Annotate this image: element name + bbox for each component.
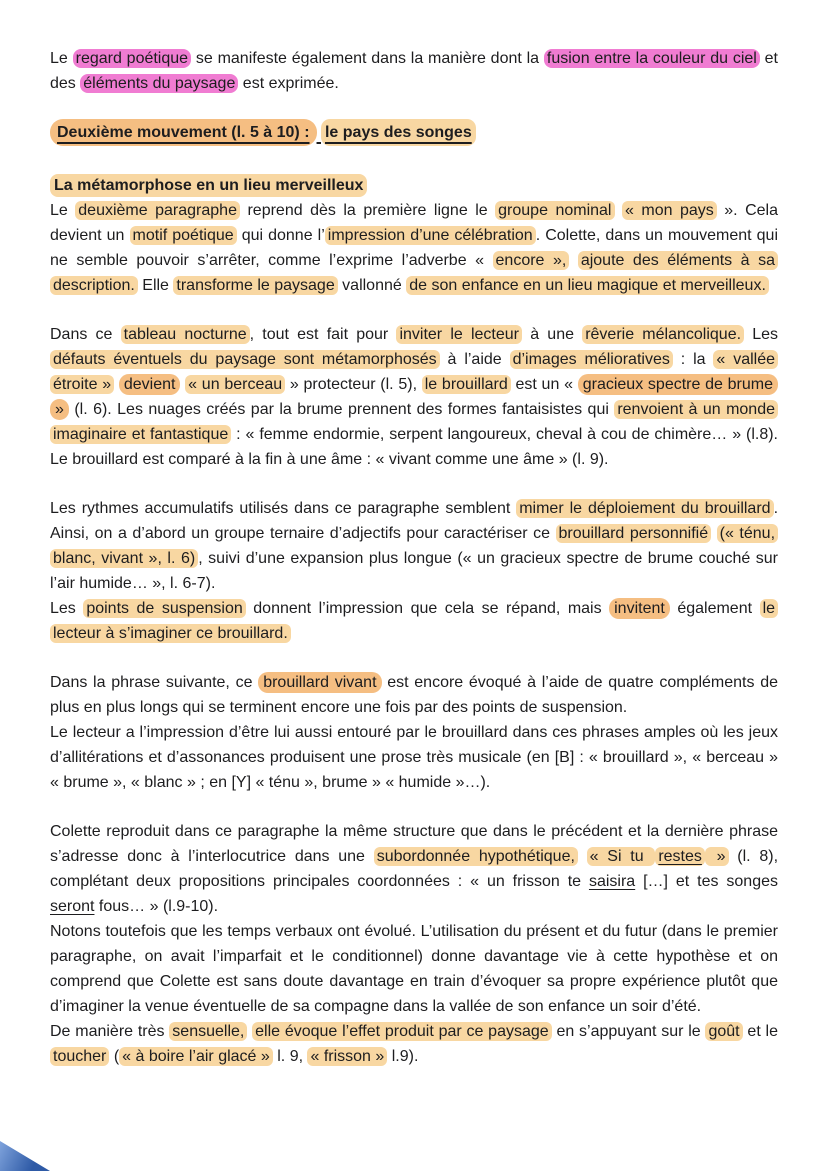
- highlight-orange: impression d’une célébration: [325, 226, 536, 245]
- text-segment: saisira: [588, 873, 636, 890]
- highlight-orange-strong: Deuxième mouvement (l. 5 à 10) :: [50, 119, 317, 146]
- highlight-orange: inviter le lecteur: [396, 325, 522, 344]
- highlight-orange: le lecteur à s’imaginer ce brouillard.: [50, 599, 778, 643]
- highlight-orange: goût: [705, 1022, 742, 1041]
- text-segment: en s’appuyant sur le: [551, 1023, 706, 1040]
- paragraph: [50, 819, 778, 919]
- paragraph: [50, 322, 778, 472]
- highlight-orange: transforme le paysage: [173, 276, 337, 295]
- highlight-orange: toucher: [50, 1047, 109, 1066]
- text-segment: [569, 252, 578, 269]
- highlight-orange: « mon pays: [622, 201, 717, 220]
- highlight-orange: renvoient à un monde imaginaire et fantastique: [50, 400, 778, 444]
- text-segment: Les rythmes accumulatifs utilisés dans ce paragraphe semblent: [50, 500, 517, 517]
- text-segment: fous… » (l.9-10).: [94, 898, 219, 915]
- text-segment: reprend dès la première ligne le: [239, 202, 496, 219]
- highlight-pink: fusion entre la couleur du ciel: [544, 49, 760, 68]
- highlight-orange: défauts éventuels du paysage sont métamorphosés: [50, 350, 440, 369]
- paragraph: [50, 46, 778, 96]
- highlight-orange: points de suspension: [83, 599, 245, 618]
- text-segment: vallonné: [337, 277, 407, 294]
- text-segment: [711, 525, 717, 542]
- highlight-orange-strong: gracieux spectre de brume »: [50, 374, 778, 420]
- text-segment: Elle: [137, 277, 174, 294]
- text-segment: à l’aide: [439, 351, 510, 368]
- highlight-orange: « Si tu: [587, 847, 656, 866]
- text-segment: . Ainsi, on a d’abord un groupe ternaire d’adjectifs pour caractériser ce: [50, 500, 779, 542]
- highlight-orange: brouillard personnifié: [556, 524, 712, 543]
- text-segment: » protecteur (l. 5),: [285, 376, 422, 393]
- text-segment: est exprimée.: [238, 75, 339, 92]
- text-segment: également: [669, 600, 760, 617]
- text-segment: . Colette, dans un mouvement qui ne semble pouvoir s’arrêter, comme l’exprime l’adverbe «: [50, 227, 779, 269]
- highlight-orange: le brouillard: [422, 375, 511, 394]
- highlight-pink: regard poétique: [73, 49, 191, 68]
- text-segment: l. 9,: [272, 1048, 308, 1065]
- highlight-orange: « frisson »: [307, 1047, 387, 1066]
- text-segment: et des: [50, 50, 778, 92]
- highlight-orange: restes: [655, 847, 705, 866]
- highlight-orange: « vallée étroite »: [50, 350, 778, 394]
- text-segment: se manifeste également dans la manière dont la: [191, 50, 544, 67]
- highlight-orange: encore »,: [493, 251, 570, 270]
- highlight-orange: mimer le déploiement du brouillard: [516, 499, 773, 518]
- text-segment: Les: [744, 326, 779, 343]
- text-segment: [578, 848, 587, 865]
- highlight-orange: ajoute des éléments à sa description.: [50, 251, 778, 295]
- highlight-orange: subordonnée hypothétique,: [374, 847, 578, 866]
- highlight-orange: deuxième paragraphe: [75, 201, 240, 220]
- highlight-orange: »: [705, 847, 729, 866]
- text-segment: : « femme endormie, serpent langoureux, cheval à cou de chimère… » (l.8). Le brouillard est comparé à la fin à une âme : « vivant comme une âme » (l. 9).: [50, 426, 779, 468]
- text-segment: (: [109, 1048, 120, 1065]
- highlight-orange-strong: devient: [119, 374, 181, 395]
- document-content: [50, 46, 778, 1069]
- sub-heading: [50, 173, 778, 198]
- text-segment: Les: [50, 600, 84, 617]
- text-segment: Colette reproduit dans ce paragraphe la même structure que dans le précédent et la dernière phrase s’adresse donc à l’interlocutrice dans une: [50, 823, 778, 865]
- text-segment: (l. 6). Les nuages créés par la brume prennent des formes fantaisistes qui: [68, 401, 615, 418]
- highlight-orange: rêverie mélancolique.: [582, 325, 744, 344]
- highlight-orange: La métamorphose en un lieu merveilleux: [50, 174, 367, 197]
- paragraph: [50, 720, 778, 795]
- text-segment: est un «: [510, 376, 578, 393]
- text-segment: Le: [50, 202, 76, 219]
- paragraph: [50, 198, 778, 298]
- text-segment: ». Cela devient un: [50, 202, 778, 244]
- paragraph: [50, 1019, 778, 1069]
- text-segment: De manière très: [50, 1023, 170, 1040]
- highlight-orange-strong: brouillard vivant: [258, 672, 381, 693]
- text-segment: : la: [672, 351, 714, 368]
- highlight-orange: « un berceau: [185, 375, 285, 394]
- highlight-orange: le pays des songes: [321, 119, 476, 146]
- text-segment: donnent l’impression que cela se répand, mais: [245, 600, 610, 617]
- paragraph: [50, 670, 778, 720]
- text-segment: est encore évoqué à l’aide de quatre compléments de plus en plus longs qui se terminent encore une fois par des points de suspension.: [50, 674, 779, 716]
- text-segment: , tout est fait pour: [249, 326, 397, 343]
- text-segment: Notons toutefois que les temps verbaux ont évolué. L’utilisation du présent et du futur (dans le premier paragraphe, on avait l’imparfait et le conditionnel) donne davantage vie à cette hypothèse et on comprend que Colette est sans doute davantage en train d’évoquer sa propre expérience plutôt que d’imaginer la venue éventuelle de sa compagne dans la vallée de son enfance un soir d’été.: [50, 923, 778, 1015]
- text-segment: (l. 8), complétant deux propositions principales coordonnées : « un frisson te: [50, 848, 779, 890]
- highlight-orange: sensuelle,: [169, 1022, 247, 1041]
- text-segment: seront: [50, 898, 95, 915]
- paragraph: [50, 596, 778, 646]
- page-corner-curl[interactable]: [0, 1141, 50, 1171]
- highlight-pink: éléments du paysage: [80, 74, 238, 93]
- text-segment: et le: [742, 1023, 778, 1040]
- highlight-orange: elle évoque l’effet produit par ce paysage: [252, 1022, 552, 1041]
- highlight-orange: « à boire l’air glacé »: [119, 1047, 273, 1066]
- text-segment: [615, 202, 622, 219]
- highlight-orange-strong: invitent: [609, 598, 670, 619]
- text-segment: à une: [522, 326, 583, 343]
- text-segment: qui donne l’: [236, 227, 325, 244]
- text-segment: l.9).: [387, 1048, 419, 1065]
- highlight-orange: (« ténu, blanc, vivant », l. 6): [50, 524, 778, 568]
- highlight-orange: motif poétique: [130, 226, 237, 245]
- text-segment: […] et tes songes: [635, 873, 779, 890]
- highlight-orange: d’images mélioratives: [510, 350, 673, 369]
- highlight-orange: tableau nocturne: [121, 325, 250, 344]
- highlight-orange: de son enfance en un lieu magique et merveilleux.: [406, 276, 769, 295]
- text-segment: Le lecteur a l’impression d’être lui aussi entouré par le brouillard dans ces phrases amples où les jeux d’allitérations et d’assonances produisent une prose très musicale (en [B] : « brouillard », « berceau » « brume », « blanc » ; en [Y] « ténu », brume » « humide »…).: [50, 724, 778, 791]
- paragraph: [50, 496, 778, 596]
- text-segment: Dans la phrase suivante, ce: [50, 674, 259, 691]
- text-segment: Dans ce: [50, 326, 121, 343]
- highlight-orange: groupe nominal: [495, 201, 614, 220]
- section-heading: [50, 120, 778, 145]
- text-segment: Le: [50, 50, 73, 67]
- text-segment: , suivi d’une expansion plus longue (« un gracieux spectre de brume couché sur l’air humide… », l. 6-7).: [50, 550, 779, 592]
- paragraph: [50, 919, 778, 1019]
